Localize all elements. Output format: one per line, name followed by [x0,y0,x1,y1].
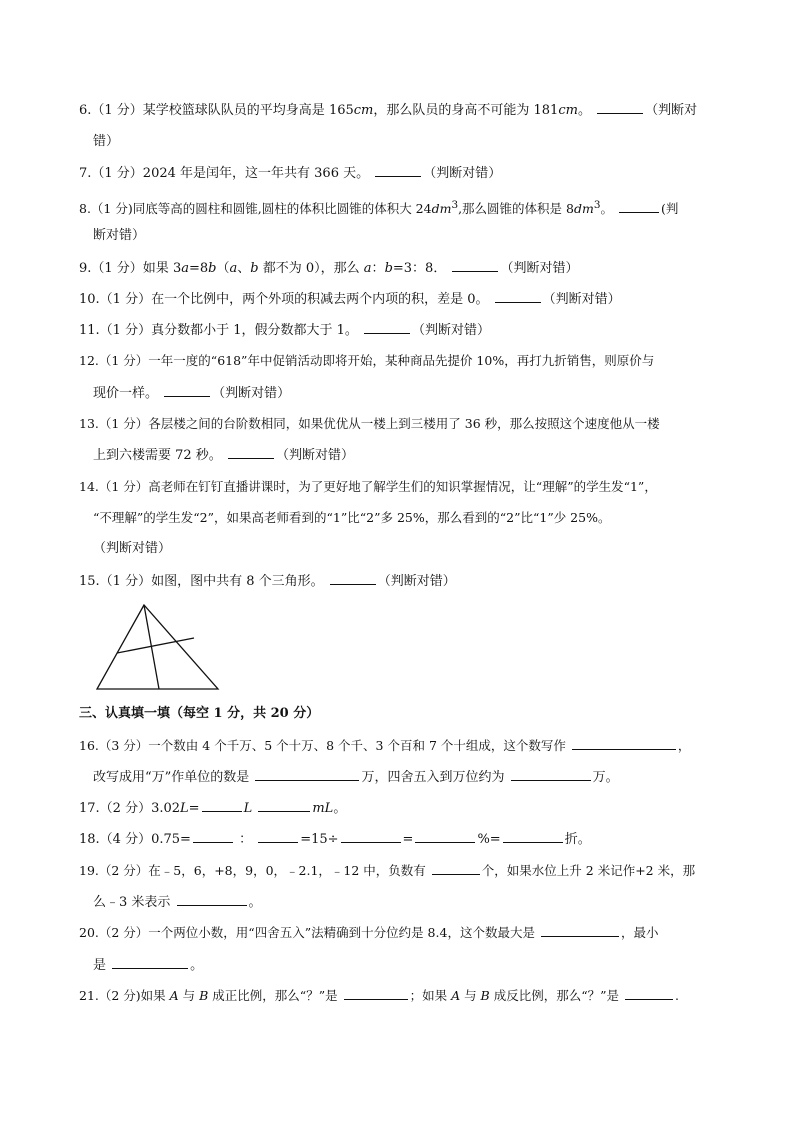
answer-blank[interactable] [330,572,376,585]
q17-text-2: = [188,801,200,816]
q6-text-3: 。 [577,103,591,118]
q16-text-2: ， [677,738,691,753]
q15-judge: （判断对错） [377,574,456,589]
question-7 [79,164,501,183]
q9-text-3: （ [216,261,230,276]
question-16 [79,737,690,755]
var-b: b [208,261,217,276]
q8-text-3: 。 [600,201,613,217]
q18-discount: 折。 [564,832,591,847]
q10-judge: （判断对错） [542,292,621,307]
q8-exp-2: 3 [593,199,601,211]
answer-blank[interactable] [625,987,673,1000]
question-11 [79,321,490,340]
q8-text-2: ,那么圆锥的体积是 8 [458,201,574,217]
q19-text-4: 。 [248,895,262,910]
var-a: a [363,261,372,276]
question-16-cont [93,768,619,787]
answer-blank[interactable] [228,446,274,459]
triangle-crossline [117,638,194,653]
q19-text-2: 个，如果水位上升 2 米记作+2 米，那 [481,863,696,878]
question-6-cont [93,133,119,151]
q21-text-2: 与 [178,988,200,1003]
q8-unit-2: dm [573,201,594,217]
q14-text-2: “不理解”的学生发“2”，如果高老师看到的“1”比“2”多 25%，那么看到的“2”比“1”少 25%。 [93,510,611,525]
q21-text-3: 成正比例，那么“？”是 [208,988,338,1003]
q10-text: 10.（1 分）在一个比例中，两个外项的积减去两个内项的积，差是 0。 [79,292,489,307]
answer-blank[interactable] [364,321,410,334]
question-19 [79,862,695,880]
answer-blank[interactable] [258,799,310,812]
answer-blank[interactable] [255,768,359,781]
q6-unit-2: cm [558,103,578,118]
question-13-cont [93,446,354,465]
question-15 [79,572,456,591]
q21-text-7: . [674,988,679,1003]
question-6 [79,101,697,120]
var-B: B [199,988,209,1003]
q17-text: 17.（2 分）3.02 [79,801,181,816]
q9-judge: （判断对错） [500,261,579,276]
q9-text-5: 都不为 0），那么 [258,261,364,276]
q6-text: 6.（1 分）某学校篮球队队员的平均身高是 165 [79,103,354,118]
answer-blank[interactable] [375,164,421,177]
var-B: B [480,988,490,1003]
var-a: a [181,261,189,276]
q9-text: 9.（1 分）如果 3 [79,261,182,276]
answer-blank[interactable] [415,830,475,843]
answer-blank[interactable] [597,101,643,114]
q9-text-4: 、 [237,261,251,276]
answer-blank[interactable] [341,830,401,843]
q18-eq: = [402,832,414,847]
q17-text-3: 。 [333,801,347,816]
answer-blank[interactable] [202,799,242,812]
q18-colon: ： [239,832,253,847]
q21-text-4: ；如果 [409,988,452,1003]
q18-percent: %= [477,832,501,847]
q7-judge: （判断对错） [423,166,502,181]
q6-text-2: ，那么队员的身高不可能为 181 [373,103,559,118]
q21-text-6: 成反比例，那么“？”是 [489,988,619,1003]
q15-text: 15.（1 分）如图，图中共有 8 个三角形。 [79,574,324,589]
q19-text-3: 么﹣3 米表示 [93,895,171,910]
answer-blank[interactable] [511,768,591,781]
question-18 [79,830,591,849]
q8-judge-cont: 断对错） [93,228,146,243]
answer-blank[interactable] [112,956,188,969]
unit-l: L [243,801,253,816]
q16-text-5: 万。 [592,770,619,785]
triangle-outline [97,605,218,689]
answer-blank[interactable] [572,737,676,750]
question-14-cont [93,509,610,527]
q6-unit: cm [353,103,374,118]
question-14 [79,478,657,496]
question-9 [79,259,578,278]
question-8 [79,196,678,218]
q8-exp: 3 [451,199,459,211]
q20-text-4: 。 [190,958,204,973]
q14-text: 14.（1 分）高老师在钉钉直播讲课时，为了更好地了解学生们的知识掌握情况，让“理解”的学生发“1”， [79,479,657,494]
q9-text-7: =3：8． [392,261,447,276]
answer-blank[interactable] [258,830,298,843]
question-13 [79,415,660,433]
question-14-cont-2 [93,540,171,558]
question-20-cont [93,956,203,975]
q16-text-4: 万，四舍五入到万位约为 [361,770,505,785]
q8-judge: (判 [660,201,679,217]
unit-ml: mL [312,801,334,816]
q8-unit: dm [431,201,452,217]
q7-text: 7.（1 分）2024 年是闰年，这一年共有 366 天。 [79,166,370,181]
q13-text-2: 上到六楼需要 72 秒。 [93,448,222,463]
var-b: b [250,261,259,276]
question-17 [79,799,346,818]
question-12-cont [93,384,290,403]
section-heading: 三、认真填一填（每空 1 分，共 20 分） [79,706,320,721]
answer-blank[interactable] [619,200,659,213]
question-20 [79,924,658,942]
q12-judge: （判断对错） [212,386,291,401]
q18-text-2: =15÷ [300,832,339,847]
q14-judge: （判断对错） [93,541,172,556]
var-A: A [451,988,461,1003]
q8-text: 8.（1 分)同底等高的圆柱和圆锥,圆柱的体积比圆锥的体积大 24 [79,201,432,217]
q20-text-2: ，最小 [620,925,659,940]
question-19-cont [93,893,262,912]
q9-text-6: ： [371,261,385,276]
answer-blank[interactable] [193,830,233,843]
q11-judge: （判断对错） [412,323,491,338]
var-b: b [384,261,393,276]
answer-blank[interactable] [344,987,408,1000]
q9-text-2: =8 [188,261,209,276]
unit-l: L [180,801,189,816]
q16-text: 16.（3 分）一个数由 4 个千万、5 个十万、8 个千、3 个百和 7 个十组成，这个数写作 [79,738,566,753]
q21-text: 21.（2 分)如果 [79,988,170,1003]
question-10 [79,290,621,309]
var-a: a [229,261,238,276]
q16-text-3: 改写成用“万”作单位的数是 [93,770,250,785]
var-A: A [169,988,179,1003]
q20-text: 20.（2 分）一个两位小数，用“四舍五入”法精确到十分位约是 8.4，这个数最大是 [79,925,535,940]
answer-blank[interactable] [177,893,247,906]
q11-text: 11.（1 分）真分数都小于 1，假分数都大于 1。 [79,323,358,338]
q6-judge: （判断对 [645,103,698,118]
question-8-cont [93,227,145,245]
q20-text-3: 是 [93,958,107,973]
q6-judge-cont: 错） [93,134,120,149]
question-12 [79,352,654,370]
answer-blank[interactable] [541,924,619,937]
q19-text: 19.（2 分）在﹣5，6，+8，9，0，﹣2.1，﹣12 中，负数有 [79,863,426,878]
question-21 [79,987,679,1005]
answer-blank[interactable] [495,290,541,303]
answer-blank[interactable] [164,384,210,397]
answer-blank[interactable] [452,259,498,272]
q18-text: 18.（4 分）0.75= [79,832,191,847]
q13-text: 13.（1 分）各层楼之间的台阶数相同，如果优优从一楼上到三楼用了 36 秒，那么按照这个速度他从一楼 [79,416,660,431]
answer-blank[interactable] [503,830,563,843]
q12-text: 12.（1 分）一年一度的“618”年中促销活动即将开始，某种商品先提价 10%，再打九折销售，则原价与 [79,353,655,368]
q13-judge: （判断对错） [275,448,354,463]
answer-blank[interactable] [432,862,480,875]
q21-text-5: 与 [460,988,481,1003]
q12-text-2: 现价一样。 [93,386,159,401]
triangle-figure [94,603,220,693]
